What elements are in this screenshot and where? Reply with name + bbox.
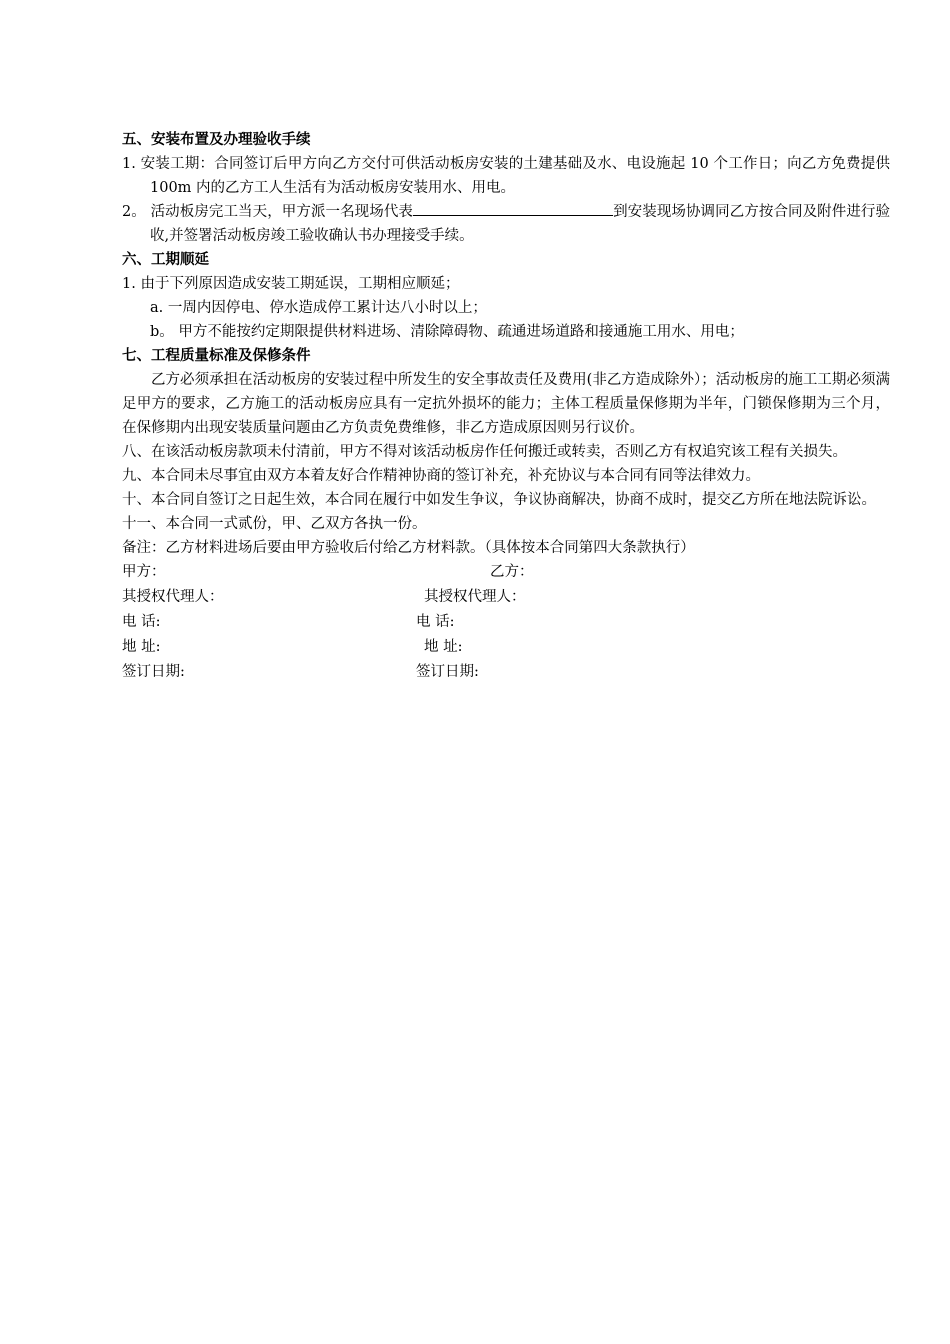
section6-sub-b: b。 甲方不能按约定期限提供材料进场、清除障碍物、疏通进场道路和接通施工用水、用电；: [150, 324, 744, 340]
signature-row-phone: [122, 610, 890, 635]
party-a-label: 甲方：: [122, 564, 166, 580]
date-b-label: 签订日期:: [416, 664, 479, 680]
signature-row-agent: [122, 585, 890, 610]
section5-item2: [122, 200, 890, 248]
address-a-label: 地 址:: [122, 639, 161, 655]
section6-item1: 1. 由于下列原因造成安装工期延误，工期相应顺延；: [122, 276, 460, 292]
section6-sub-a: a. 一周内因停电、停水造成停工累计达八小时以上；: [150, 300, 487, 316]
clause-11: 十一、本合同一式贰份，甲、乙双方各执一份。: [122, 516, 427, 532]
clause-10: 十、本合同自签订之日起生效，本合同在履行中如发生争议，争议协商解决，协商不成时，提交乙方所在地法院诉讼。: [122, 492, 876, 508]
address-b-label: 地 址:: [424, 639, 463, 655]
agent-a-label: 其授权代理人：: [122, 589, 224, 605]
section7-body: 乙方必须承担在活动板房的安装过程中所发生的安全事故责任及费用(非乙方造成除外）；活动板房的施工工期必须满足甲方的要求，乙方施工的活动板房应具有一定抗外损坏的能力；主体工程质量保修期为半年，门锁保修期为三个月，在保修期内出现安装质量问题由乙方负责免费维修，非乙方造成原因则另行议价。: [122, 372, 890, 436]
section7-title: 七、工程质量标准及保修条件: [122, 348, 311, 364]
note: 备注：乙方材料进场后要由甲方验收后付给乙方材料款。（具体按本合同第四大条款执行）: [122, 540, 695, 556]
agent-b-label: 其授权代理人：: [424, 589, 526, 605]
section5-title: 五、安装布置及办理验收手续: [122, 132, 311, 148]
section6-title: 六、工期顺延: [122, 252, 209, 268]
contract-page: [122, 128, 890, 685]
phone-b-label: 电 话:: [416, 614, 455, 630]
clause-8: 八、在该活动板房款项未付清前，甲方不得对该活动板房作任何搬迁或转卖，否则乙方有权追究该工程有关损失。: [122, 444, 847, 460]
phone-a-label: 电 话:: [122, 614, 161, 630]
signature-row-party: [122, 560, 890, 585]
signature-row-address: [122, 635, 890, 660]
signature-row-date: [122, 660, 890, 685]
party-b-label: 乙方：: [490, 564, 534, 580]
representative-blank: [413, 201, 613, 216]
date-a-label: 签订日期:: [122, 664, 185, 680]
section5-item2-after: 到安装现场协调同乙方按合同及附件进行验收,并签署活动板房竣工验收确认书办理接受手续。: [150, 204, 890, 244]
section5-item1: 1. 安装工期：合同签订后甲方向乙方交付可供活动板房安装的土建基础及水、电设施起 10 个工作日；向乙方免费提供 100m 内的乙方工人生活有为活动板房安装用水、用电。: [122, 156, 890, 196]
clause-9: 九、本合同未尽事宜由双方本着友好合作精神协商的签订补充，补充协议与本合同有同等法律效力。: [122, 468, 760, 484]
section5-item2-before: 2。 活动板房完工当天，甲方派一名现场代表: [122, 204, 413, 220]
